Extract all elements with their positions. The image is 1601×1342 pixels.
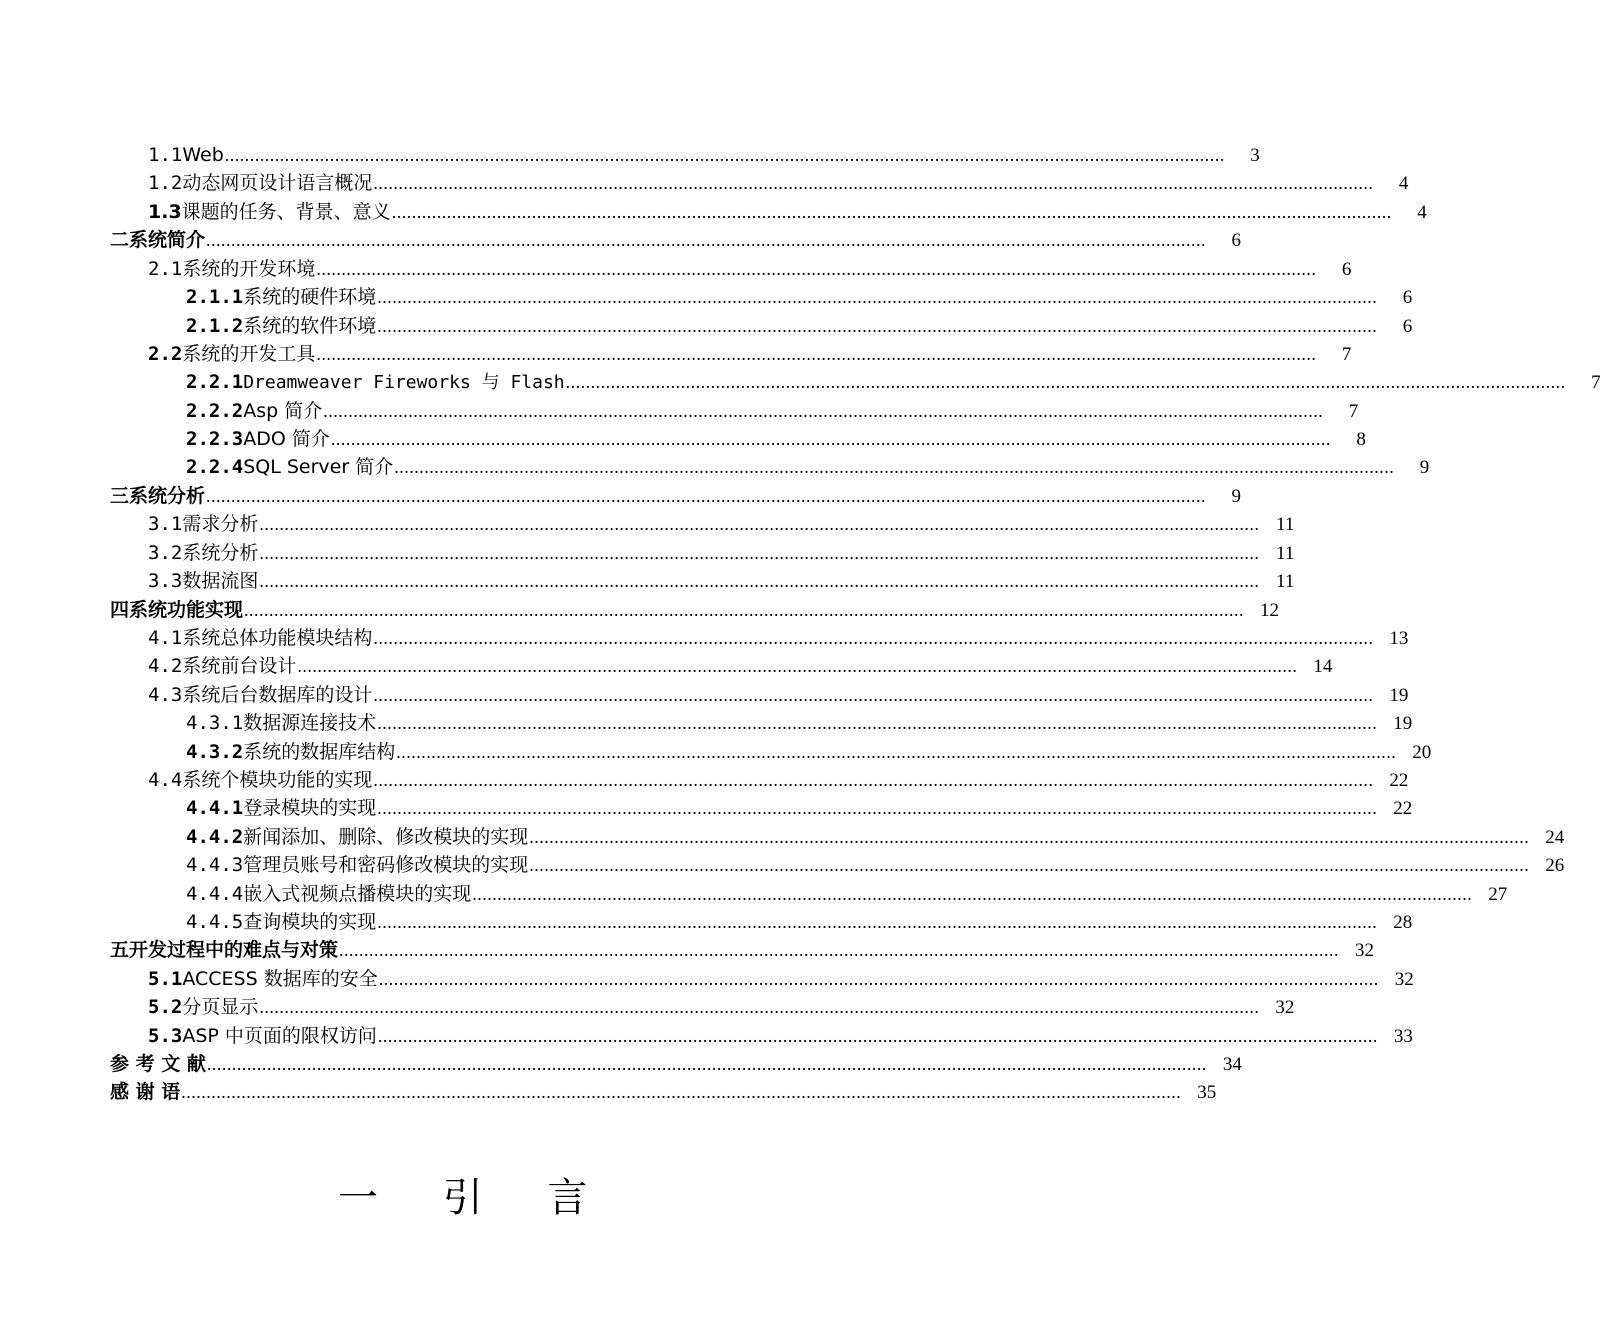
toc-entry-title: 系统的软件环境 [243,315,377,337]
toc-entry-number: 4.3.1 [186,712,244,734]
toc-leader-dots: ........................................................................................................................................................................................................ [529,827,1530,847]
toc-entry[interactable] [186,454,1430,480]
toc-entry-title: 系统后台数据库的设计 [182,684,373,706]
toc-entry-page: 19 [1389,685,1409,706]
toc-entry[interactable] [148,653,1333,679]
toc-entry-page: 27 [1488,884,1508,905]
toc-entry-number: 5.3 [148,1025,183,1047]
toc-leader-dots: ........................................................................................................................................................................................................ [244,600,1245,620]
toc-entry-number: 2.2.4 [186,456,244,478]
toc-entry-page: 6 [1402,287,1413,308]
toc-leader-dots: ........................................................................................................................................................................................................ [377,287,1378,307]
toc-entry-title: 系统分析 [182,542,259,564]
toc-entry[interactable] [148,1023,1413,1049]
toc-entry-title: ADO 简介 [243,428,330,450]
toc-entry-title: 系统功能实现 [129,599,244,621]
toc-entry-page: 7 [1341,344,1352,365]
toc-entry-number: 2.2.1 [186,371,244,393]
toc-entry-page: 32 [1275,997,1295,1018]
toc-entry-number: 4.3 [148,684,183,706]
toc-entry-page: 6 [1231,230,1242,251]
toc-entry[interactable] [148,625,1409,651]
toc-entry-title: Dreamweaver Fireworks 与 Flash [243,372,565,393]
toc-entry-number: 三 [110,485,130,507]
toc-entry-page: 11 [1276,543,1295,564]
toc-entry-title: Web [182,144,224,166]
toc-entry-number: 2.2.3 [186,428,244,450]
toc-entry-number: 1.1 [148,144,183,166]
toc-entry-page: 9 [1231,486,1242,507]
toc-entry-title: 系统的开发工具 [182,343,316,365]
toc-entry-number: 4.4.3 [186,854,244,876]
toc-leader-dots: ........................................................................................................................................................................................................ [330,429,1331,449]
toc-leader-dots: ........................................................................................................................................................................................................ [339,940,1340,960]
toc-entry[interactable] [148,256,1352,282]
toc-entry[interactable] [186,881,1508,907]
toc-entry[interactable] [148,199,1427,225]
toc-entry-number: 4.4.2 [186,826,244,848]
toc-entry-number: 2.2 [148,343,183,365]
toc-leader-dots: ........................................................................................................................................................................................................ [181,1082,1182,1102]
toc-entry[interactable] [148,682,1409,708]
toc-leader-dots: ........................................................................................................................................................................................................ [391,202,1392,222]
toc-entry[interactable] [186,710,1413,736]
toc-entry-page: 9 [1419,457,1430,478]
toc-entry-title: 参 考 文 献 [110,1053,206,1075]
toc-leader-dots: ........................................................................................................................................................................................................ [377,912,1378,932]
toc-entry-title: 分页显示 [182,996,259,1018]
toc-entry[interactable] [186,852,1565,878]
toc-entry-number: 四 [110,599,130,621]
toc-entry-number: 2.1.1 [186,286,244,308]
toc-leader-dots: ........................................................................................................................................................................................................ [316,344,1317,364]
toc-entry-page: 7 [1591,372,1601,393]
toc-entry-page: 22 [1393,798,1413,819]
toc-entry-number: 4.3.2 [186,741,244,763]
toc-entry-number: 4.1 [148,627,183,649]
toc-entry-page: 28 [1393,912,1413,933]
toc-entry-number: 4.4 [148,769,183,791]
toc-leader-dots: ........................................................................................................................................................................................................ [529,855,1530,875]
toc-leader-dots: ........................................................................................................................................................................................................ [259,997,1260,1017]
toc-entry-number: 2.1.2 [186,315,244,337]
toc-leader-dots: ........................................................................................................................................................................................................ [373,685,1374,705]
toc-entry[interactable] [148,142,1260,168]
toc-entry-page: 4 [1398,173,1409,194]
toc-entry[interactable] [148,568,1295,594]
toc-leader-dots: ........................................................................................................................................................................................................ [377,1026,1378,1046]
toc-entry-title: 系统前台设计 [182,655,297,677]
toc-entry-title: 开发过程中的难点与对策 [129,939,339,961]
toc-entry-page: 14 [1313,656,1333,677]
toc-entry-page: 33 [1393,1026,1413,1047]
toc-entry[interactable] [186,739,1432,765]
toc-leader-dots: ........................................................................................................................................................................................................ [297,656,1298,676]
toc-entry-number: 3.1 [148,513,183,535]
toc-leader-dots: ........................................................................................................................................................................................................ [378,969,1379,989]
toc-entry[interactable] [186,824,1565,850]
toc-entry-title: 系统的开发环境 [182,258,316,280]
toc-leader-dots: ........................................................................................................................................................................................................ [259,571,1260,591]
toc-entry-page: 19 [1393,713,1413,734]
toc-entry-number: 五 [110,939,130,961]
toc-entry-page: 8 [1356,429,1366,450]
toc-entry-title: 查询模块的实现 [243,911,377,933]
toc-entry-title: 数据流图 [182,570,259,592]
toc-entry-number: 1.3 [148,201,182,223]
toc-leader-dots: ........................................................................................................................................................................................................ [206,230,1207,250]
toc-entry-title: 动态网页设计语言概况 [182,172,373,194]
toc-entry-title: 管理员账号和密码修改模块的实现 [243,854,529,876]
toc-entry-page: 35 [1197,1082,1217,1103]
toc-entry-page: 32 [1394,969,1414,990]
toc-entry-page: 22 [1389,770,1409,791]
toc-entry[interactable] [148,511,1295,537]
toc-leader-dots: ........................................................................................................................................................................................................ [373,770,1374,790]
toc-entry-page: 24 [1545,827,1565,848]
toc-entry[interactable] [186,284,1413,310]
toc-entry[interactable] [186,426,1366,452]
toc-entry[interactable] [148,341,1352,367]
toc-entry-page: 6 [1341,259,1352,280]
toc-entry-title: 嵌入式视频点播模块的实现 [243,883,472,905]
toc-leader-dots: ........................................................................................................................................................................................................ [323,401,1324,421]
toc-entry[interactable] [148,994,1295,1020]
toc-leader-dots: ........................................................................................................................................................................................................ [259,543,1260,563]
toc-entry-page: 3 [1250,145,1260,166]
toc-entry-number: 4.4.4 [186,883,244,905]
toc-entry[interactable] [110,1079,1217,1105]
toc-leader-dots: ........................................................................................................................................................................................................ [206,486,1207,506]
toc-entry[interactable] [186,369,1601,395]
toc-entry-title: ACCESS 数据库的安全 [182,968,378,990]
toc-entry-title: 感 谢 语 [110,1081,181,1103]
toc-entry-title: 系统的数据库结构 [243,741,396,763]
chapter-heading: 一 引 言 [338,1175,614,1221]
toc-entry-page: 32 [1355,940,1375,961]
toc-entry-title: ASP 中页面的限权访问 [182,1025,377,1047]
toc-entry-page: 6 [1402,316,1413,337]
toc-entry-page: 34 [1222,1054,1242,1075]
toc-leader-dots: ........................................................................................................................................................................................................ [377,316,1378,336]
toc-entry[interactable] [148,767,1409,793]
toc-leader-dots: ........................................................................................................................................................................................................ [373,173,1374,193]
toc-leader-dots: ........................................................................................................................................................................................................ [224,145,1225,165]
toc-entry-page: 4 [1417,202,1427,223]
toc-entry-number: 二 [110,229,130,251]
toc-entry-number: 1.2 [148,172,183,194]
toc-entry-title: 需求分析 [182,513,259,535]
toc-entry[interactable] [110,937,1375,963]
toc-entry-title: SQL Server 简介 [243,456,394,478]
toc-entry-number: 3.2 [148,542,183,564]
toc-entry[interactable] [186,795,1413,821]
toc-entry[interactable] [110,483,1242,509]
toc-leader-dots: ........................................................................................................................................................................................................ [472,884,1473,904]
toc-entry[interactable] [110,597,1280,623]
toc-entry[interactable] [148,966,1414,992]
toc-entry-number: 5.2 [148,996,183,1018]
toc-leader-dots: ........................................................................................................................................................................................................ [206,1054,1207,1074]
toc-entry-page: 11 [1276,571,1295,592]
toc-entry-number: 4.2 [148,655,183,677]
toc-entry[interactable] [186,398,1359,424]
toc-entry-number: 4.4.1 [186,797,244,819]
toc-entry-title: Asp 简介 [243,400,323,422]
toc-entry[interactable] [186,909,1413,935]
toc-entry-title: 系统总体功能模块结构 [182,627,373,649]
toc-entry[interactable] [186,313,1413,339]
toc-leader-dots: ........................................................................................................................................................................................................ [377,713,1378,733]
toc-leader-dots: ........................................................................................................................................................................................................ [373,628,1374,648]
toc-leader-dots: ........................................................................................................................................................................................................ [565,372,1566,392]
toc-leader-dots: ........................................................................................................................................................................................................ [396,742,1397,762]
toc-entry-title: 系统简介 [129,229,206,251]
toc-entry-page: 13 [1389,628,1409,649]
toc-leader-dots: ........................................................................................................................................................................................................ [259,514,1260,534]
toc-entry-page: 26 [1545,855,1565,876]
toc-entry-number: 2.1 [148,258,183,280]
toc-entry-title: 系统的硬件环境 [243,286,377,308]
toc-leader-dots: ........................................................................................................................................................................................................ [316,259,1317,279]
toc-entry[interactable] [148,540,1295,566]
toc-entry-page: 12 [1260,600,1280,621]
toc-entry-title: 数据源连接技术 [243,712,377,734]
toc-leader-dots: ........................................................................................................................................................................................................ [394,457,1395,477]
toc-entry-page: 20 [1412,742,1432,763]
toc-entry-title: 课题的任务、背景、意义 [181,201,391,223]
toc-entry-number: 5.1 [148,968,183,990]
toc-entry-title: 系统分析 [129,485,206,507]
toc-entry-title: 系统个模块功能的实现 [182,769,373,791]
toc-entry[interactable] [110,1051,1242,1077]
toc-entry[interactable] [148,170,1409,196]
toc-entry-page: 7 [1348,401,1359,422]
toc-entry-page: 11 [1276,514,1295,535]
toc-leader-dots: ........................................................................................................................................................................................................ [377,798,1378,818]
toc-entry-title: 登录模块的实现 [243,797,377,819]
toc-entry-number: 4.4.5 [186,911,244,933]
toc-entry-number: 2.2.2 [186,400,244,422]
toc-entry[interactable] [110,227,1242,253]
toc-entry-title: 新闻添加、删除、修改模块的实现 [243,826,529,848]
toc-entry-number: 3.3 [148,570,183,592]
